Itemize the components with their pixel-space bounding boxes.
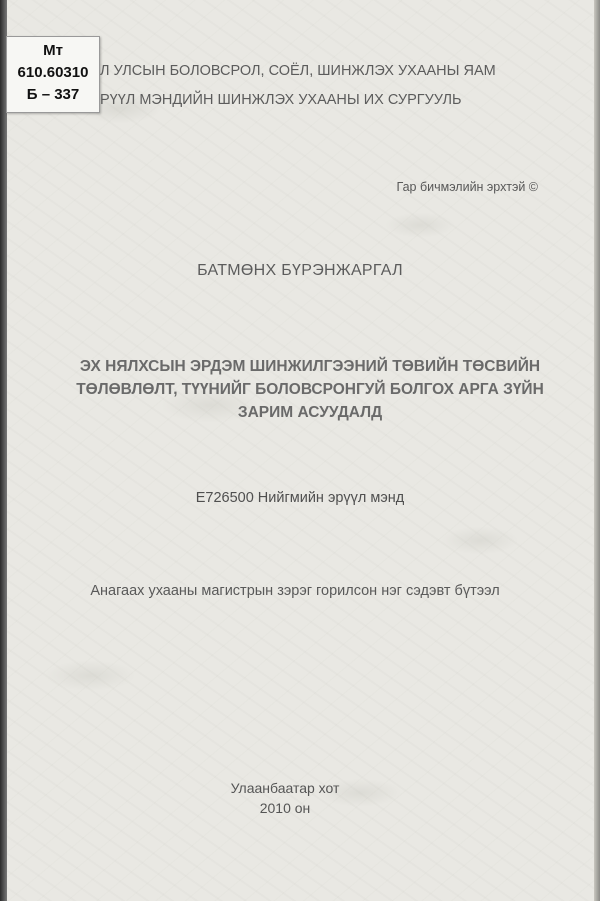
label-line-2: 610.60310 (17, 64, 89, 81)
copyright-notice: Гар бичмэлийн эрхтэй © (396, 180, 538, 194)
university-name: РҮҮЛ МЭНДИЙН ШИНЖЛЭХ УХААНЫ ИХ СУРГУУЛЬ (100, 92, 462, 108)
label-line-1: Мт (43, 42, 63, 59)
title-line-3: ЗАРИМ АСУУДАЛД (237, 404, 383, 421)
binding-edge (0, 0, 7, 901)
label-line-3: Б – 337 (26, 86, 80, 103)
ministry-name: Л УЛСЫН БОЛОВСРОЛ, СОЁЛ, ШИНЖЛЭХ УХААНЫ ЯАМ (100, 63, 496, 79)
thesis-title (40, 355, 580, 424)
specialty-code: Е726500 Нийгмийн эрүүл мэнд (195, 490, 405, 506)
degree-statement: Анагаах ухааны магистрын зэрэг горилсон нэг сэдэвт бүтээл (90, 583, 500, 599)
city: Улаанбаатар хот (230, 780, 340, 796)
library-call-number-label (6, 36, 100, 113)
year: 2010 он (259, 800, 311, 816)
author-name: БАТМӨНХ БҮРЭНЖАРГАЛ (197, 262, 403, 279)
page-edge (594, 0, 600, 901)
title-line-1: ЭХ НЯЛХСЫН ЭРДЭМ ШИНЖИЛГЭЭНИЙ ТӨВИЙН ТӨСВИЙН (79, 358, 541, 375)
title-line-2: ТӨЛӨВЛӨЛТ, ТҮҮНИЙГ БОЛОВСРОНГУЙ БОЛГОХ АРГА ЗҮЙН (76, 381, 544, 398)
